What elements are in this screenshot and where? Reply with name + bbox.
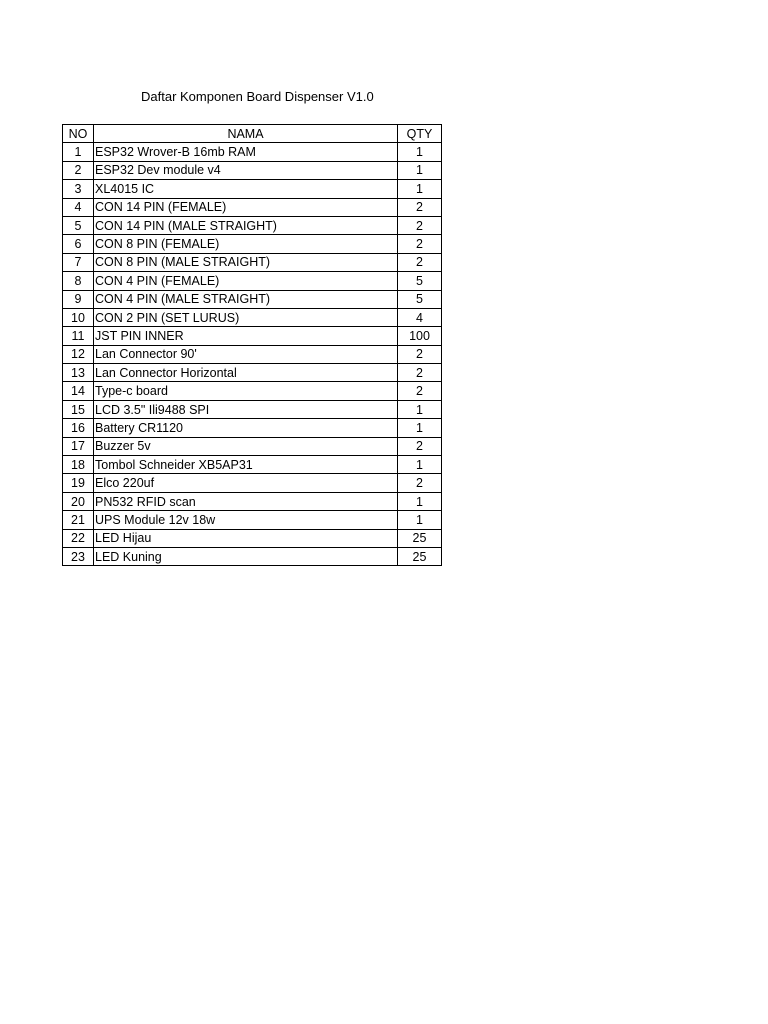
- cell-no: 15: [63, 400, 94, 418]
- cell-no: 12: [63, 345, 94, 363]
- document-title: Daftar Komponen Board Dispenser V1.0: [141, 89, 374, 104]
- table-row: [63, 345, 442, 363]
- table-row: [63, 400, 442, 418]
- table-row: [63, 419, 442, 437]
- table-row: [63, 456, 442, 474]
- cell-qty: 2: [398, 235, 442, 253]
- cell-qty: 25: [398, 529, 442, 547]
- component-table: [62, 124, 442, 566]
- cell-nama: Type-c board: [94, 382, 398, 400]
- cell-no: 21: [63, 511, 94, 529]
- cell-nama: Lan Connector Horizontal: [94, 364, 398, 382]
- cell-qty: 4: [398, 308, 442, 326]
- header-no: NO: [63, 125, 94, 143]
- cell-no: 2: [63, 161, 94, 179]
- table-body: [63, 143, 442, 566]
- cell-nama: ESP32 Wrover-B 16mb RAM: [94, 143, 398, 161]
- cell-qty: 2: [398, 253, 442, 271]
- table-row: [63, 161, 442, 179]
- table-row: [63, 235, 442, 253]
- cell-qty: 2: [398, 474, 442, 492]
- cell-nama: CON 14 PIN (FEMALE): [94, 198, 398, 216]
- cell-qty: 25: [398, 547, 442, 565]
- header-qty: QTY: [398, 125, 442, 143]
- table-row: [63, 364, 442, 382]
- table-row: [63, 382, 442, 400]
- cell-qty: 1: [398, 511, 442, 529]
- cell-nama: UPS Module 12v 18w: [94, 511, 398, 529]
- table-row: [63, 547, 442, 565]
- cell-nama: LCD 3.5" Ili9488 SPI: [94, 400, 398, 418]
- cell-qty: 1: [398, 492, 442, 510]
- cell-no: 1: [63, 143, 94, 161]
- cell-no: 10: [63, 308, 94, 326]
- table-row: [63, 272, 442, 290]
- table-row: [63, 437, 442, 455]
- cell-no: 11: [63, 327, 94, 345]
- cell-qty: 2: [398, 345, 442, 363]
- table-row: [63, 198, 442, 216]
- cell-no: 19: [63, 474, 94, 492]
- cell-no: 8: [63, 272, 94, 290]
- cell-no: 17: [63, 437, 94, 455]
- cell-no: 6: [63, 235, 94, 253]
- cell-nama: ESP32 Dev module v4: [94, 161, 398, 179]
- table-row: [63, 308, 442, 326]
- cell-qty: 2: [398, 437, 442, 455]
- table-row: [63, 216, 442, 234]
- cell-nama: CON 8 PIN (MALE STRAIGHT): [94, 253, 398, 271]
- cell-qty: 100: [398, 327, 442, 345]
- cell-no: 7: [63, 253, 94, 271]
- cell-no: 5: [63, 216, 94, 234]
- cell-no: 22: [63, 529, 94, 547]
- cell-nama: LED Hijau: [94, 529, 398, 547]
- cell-qty: 2: [398, 216, 442, 234]
- cell-no: 3: [63, 180, 94, 198]
- cell-no: 20: [63, 492, 94, 510]
- cell-qty: 5: [398, 290, 442, 308]
- cell-nama: Elco 220uf: [94, 474, 398, 492]
- cell-qty: 5: [398, 272, 442, 290]
- table-row: [63, 529, 442, 547]
- cell-nama: CON 8 PIN (FEMALE): [94, 235, 398, 253]
- cell-qty: 2: [398, 382, 442, 400]
- cell-qty: 2: [398, 198, 442, 216]
- cell-nama: Battery CR1120: [94, 419, 398, 437]
- cell-nama: LED Kuning: [94, 547, 398, 565]
- cell-no: 16: [63, 419, 94, 437]
- cell-nama: Buzzer 5v: [94, 437, 398, 455]
- cell-nama: CON 14 PIN (MALE STRAIGHT): [94, 216, 398, 234]
- header-nama: NAMA: [94, 125, 398, 143]
- cell-no: 4: [63, 198, 94, 216]
- cell-nama: CON 4 PIN (FEMALE): [94, 272, 398, 290]
- cell-no: 14: [63, 382, 94, 400]
- cell-no: 9: [63, 290, 94, 308]
- cell-nama: PN532 RFID scan: [94, 492, 398, 510]
- table-row: [63, 474, 442, 492]
- table-row: [63, 327, 442, 345]
- cell-nama: CON 2 PIN (SET LURUS): [94, 308, 398, 326]
- cell-nama: XL4015 IC: [94, 180, 398, 198]
- cell-qty: 2: [398, 364, 442, 382]
- cell-nama: Tombol Schneider XB5AP31: [94, 456, 398, 474]
- table-row: [63, 511, 442, 529]
- table-row: [63, 253, 442, 271]
- cell-no: 18: [63, 456, 94, 474]
- cell-nama: JST PIN INNER: [94, 327, 398, 345]
- cell-qty: 1: [398, 180, 442, 198]
- cell-qty: 1: [398, 400, 442, 418]
- cell-qty: 1: [398, 456, 442, 474]
- cell-nama: Lan Connector 90': [94, 345, 398, 363]
- cell-nama: CON 4 PIN (MALE STRAIGHT): [94, 290, 398, 308]
- cell-qty: 1: [398, 419, 442, 437]
- table-row: [63, 143, 442, 161]
- cell-qty: 1: [398, 161, 442, 179]
- table-header-row: [63, 125, 442, 143]
- cell-no: 13: [63, 364, 94, 382]
- table-row: [63, 180, 442, 198]
- table-row: [63, 492, 442, 510]
- cell-qty: 1: [398, 143, 442, 161]
- table-row: [63, 290, 442, 308]
- cell-no: 23: [63, 547, 94, 565]
